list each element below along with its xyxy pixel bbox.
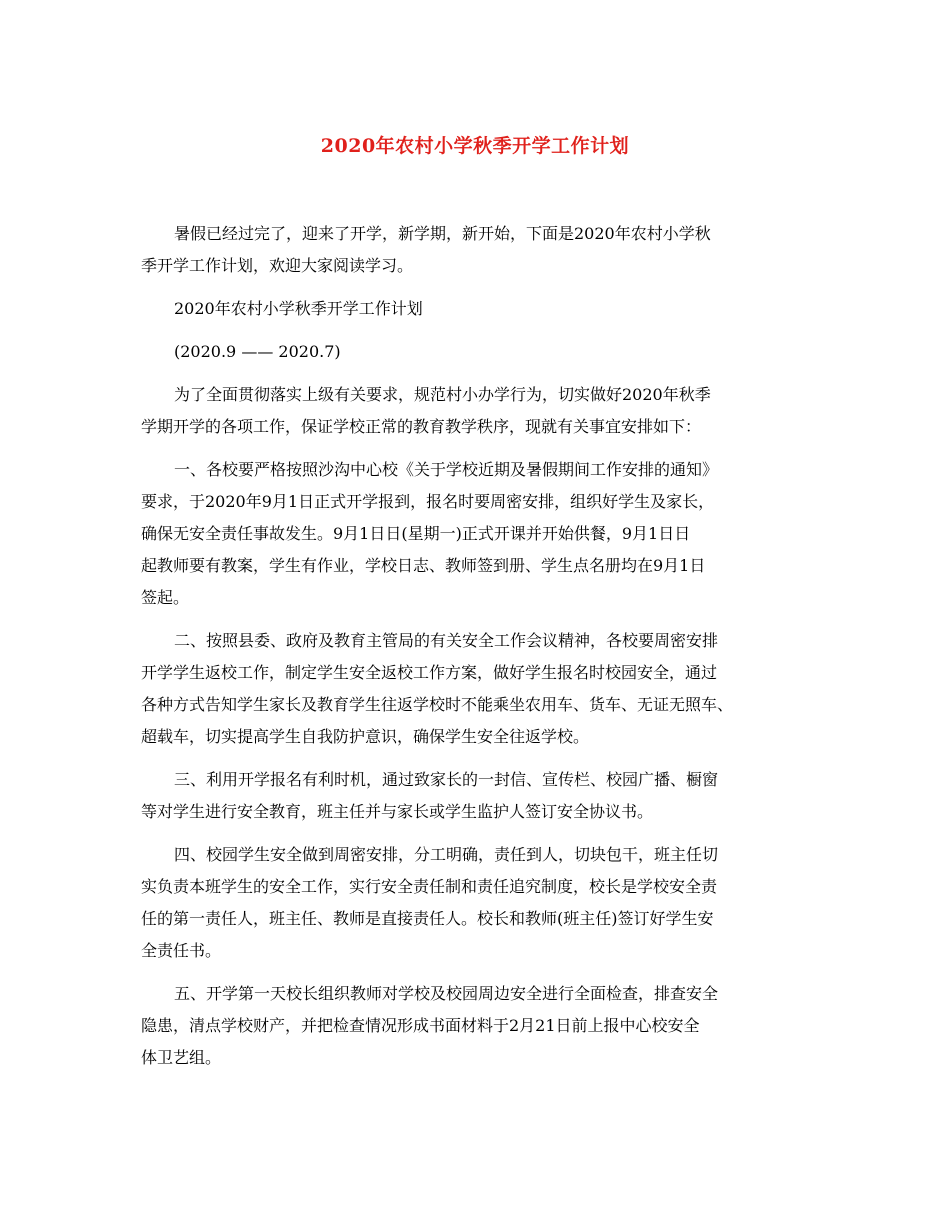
text-line: 2020年农村小学秋季开学工作计划	[174, 299, 423, 318]
text-line: 等对学生进行安全教育，班主任并与家长或学生监护人签订安全协议书。	[141, 802, 654, 821]
text-line: 任的第一责任人，班主任、教师是直接责任人。校长和教师(班主任)签订好学生安	[141, 909, 714, 928]
text-line: 为了全面贯彻落实上级有关要求，规范村小办学行为，切实做好2020年秋季	[174, 385, 711, 404]
text-line: 五、开学第一天校长组织教师对学校及校园周边安全进行全面检查，排查安全	[174, 984, 719, 1003]
text-line: 暑假已经过完了，迎来了开学，新学期，新开始，下面是2020年农村小学秋	[174, 224, 711, 243]
text-line: (2020.9 —— 2020.7)	[174, 342, 341, 361]
paragraph-item-3	[141, 764, 833, 828]
paragraph-item-5	[141, 978, 833, 1074]
paragraph-date-range	[141, 336, 833, 368]
paragraph-intro	[141, 218, 833, 282]
text-line: 三、利用开学报名有利时机，通过致家长的一封信、宣传栏、校园广播、橱窗	[174, 770, 719, 789]
text-line: 一、各校要严格按照沙沟中心校《关于学校近期及暑假期间工作安排的通知》	[174, 460, 719, 479]
text-line: 全责任书。	[141, 941, 222, 960]
text-line: 四、校园学生安全做到周密安排，分工明确，责任到人，切块包干，班主任切	[174, 845, 719, 864]
text-line: 实负责本班学生的安全工作，实行安全责任制和责任追究制度，校长是学校安全责	[141, 877, 718, 896]
text-line: 学期开学的各项工作，保证学校正常的教育教学秩序，现就有关事宜安排如下：	[141, 417, 702, 436]
text-line: 确保无安全责任事故发生。9月1日日(星期一)正式开课并开始供餐，9月1日日	[141, 524, 691, 543]
paragraph-preamble	[141, 379, 833, 443]
text-line: 签起。	[141, 588, 190, 607]
text-line: 开学学生返校工作，制定学生安全返校工作方案，做好学生报名时校园安全，通过	[141, 663, 718, 682]
text-line: 超载车，切实提高学生自我防护意识，确保学生安全往返学校。	[141, 727, 590, 746]
text-line: 季开学工作计划，欢迎大家阅读学习。	[141, 256, 414, 275]
text-line: 要求，于2020年9月1日正式开学报到，报名时要周密安排，组织好学生及家长，	[141, 492, 715, 511]
text-line: 起教师要有教案，学生有作业，学校日志、教师签到册、学生点名册均在9月1日	[141, 556, 706, 575]
paragraph-item-1	[141, 454, 833, 614]
text-line: 各种方式告知学生家长及教育学生往返学校时不能乘坐农用车、货车、无证无照车、	[141, 695, 734, 714]
paragraph-item-2	[141, 625, 833, 753]
paragraph-item-4	[141, 839, 833, 967]
text-line: 隐患，清点学校财产，并把检查情况形成书面材料于2月21日前上报中心校安全	[141, 1016, 700, 1035]
document-title: 2020年农村小学秋季开学工作计划	[320, 135, 630, 157]
paragraph-subtitle	[141, 293, 833, 325]
text-line: 二、按照县委、政府及教育主管局的有关安全工作会议精神，各校要周密安排	[174, 631, 719, 650]
text-line: 体卫艺组。	[141, 1048, 222, 1067]
document-body	[141, 218, 833, 1085]
